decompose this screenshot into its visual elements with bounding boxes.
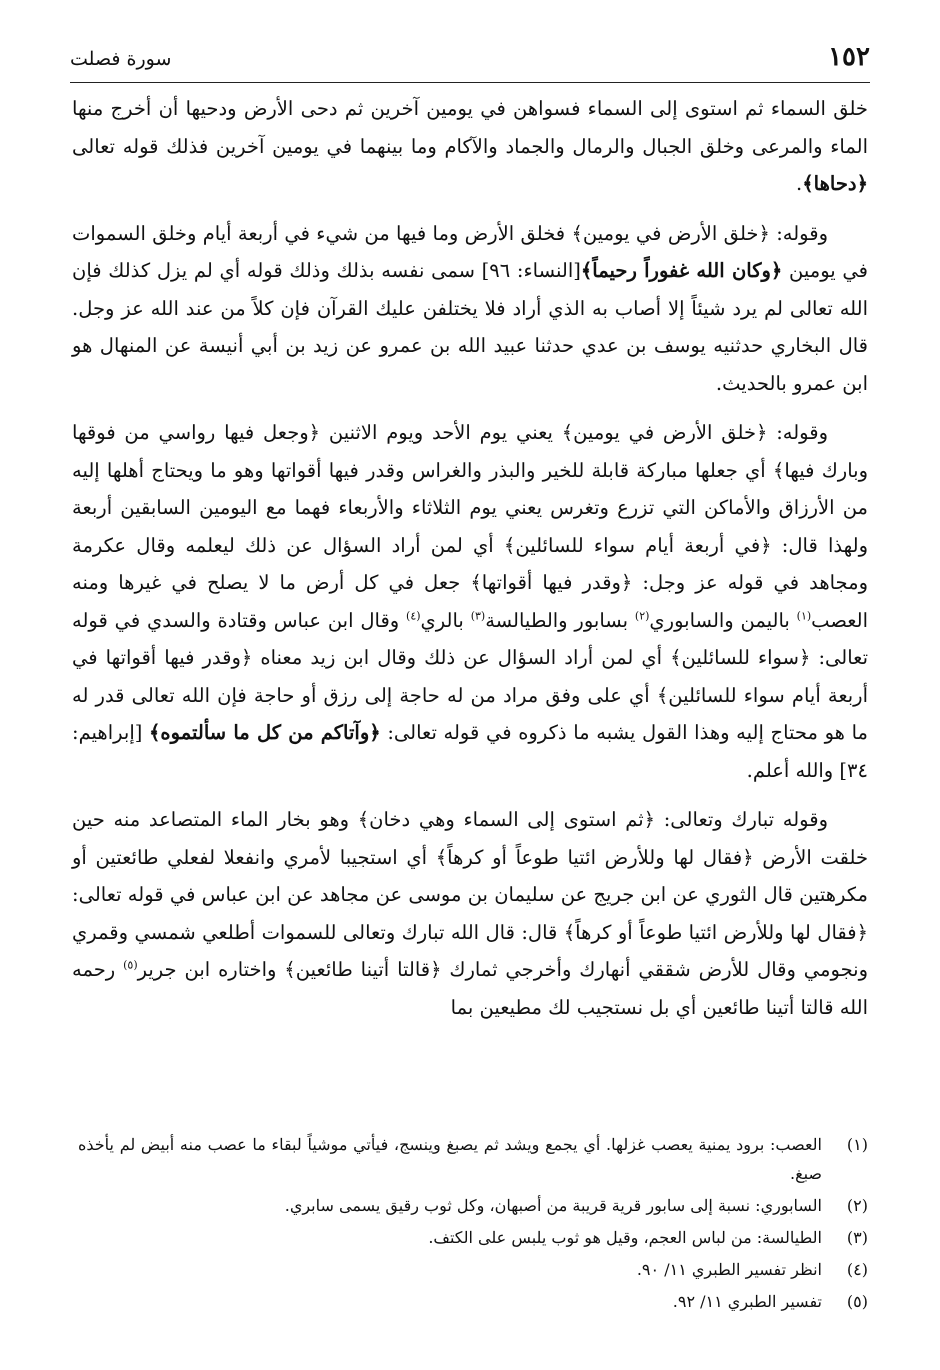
quran-quote: ﴿وكان الله غفوراً رحيماً﴾ <box>580 259 783 282</box>
footnote-reference: (٤) <box>406 609 421 622</box>
text-segment: [إبراهيم: ٣٤] والله أعلم. <box>72 721 868 782</box>
footnote-number: (١) <box>846 1135 868 1154</box>
footnote-reference: (٥) <box>123 958 138 972</box>
surah-title: سورة فصلت <box>70 48 172 70</box>
body-paragraph <box>72 801 868 1026</box>
quran-quote: ﴿دحاها﴾ <box>802 172 868 195</box>
footnote-text: العصب: برود يمنية يعصب غزلها. أي يجمع ويشد ثم يصبغ وينسج، فيأتي موشياً لبقاء ما عصب منه أبيض لم يأخذه صبغ. <box>78 1135 822 1183</box>
text-segment: بسابور والطيالسة <box>485 608 635 632</box>
footnote-reference: (٣) <box>470 609 486 622</box>
footnote <box>78 1255 868 1284</box>
footnote <box>78 1223 868 1252</box>
page-number: ١٥٢ <box>828 42 870 72</box>
footnote-number: (٤) <box>846 1260 868 1279</box>
footnotes <box>78 1130 868 1319</box>
text-segment: وقوله تبارك وتعالى: ﴿ثم استوى إلى السماء وهي دخان﴾ وهو بخار الماء المتصاعد منه حين خلقت الأرض ﴿فقال لها وللأرض ائتيا طوعاً أو كرهاً﴾ أي استجيبا لأمري وانفعلا لفعلي طائعتين أو مكرهتين قال الثوري عن ابن جريج عن سليمان بن موسى عن مجاهد عن ابن عباس في قوله تعالى: ﴿فقال لها وللأرض ائتيا طوعاً أو كرهاً﴾ قال: قال الله تبارك وتعالى للسموات أطلعي شمسي وقمري ونجومي وقال للأرض شققي أنهارك وأخرجي ثمارك ﴿قالتا أتينا طائعين﴾ واختاره ابن جرير <box>72 808 868 981</box>
body-paragraph <box>72 90 868 203</box>
footnote-reference: (٢) <box>634 609 650 622</box>
quran-quote: ﴿وآتاكم من كل ما سألتموه﴾ <box>149 721 381 744</box>
text-segment: [النساء: ٩٦] سمى نفسه بذلك وذلك قوله أي لم يزل كذلك فإن الله تعالى لم يرد شيئاً إلا أصاب به الذي أراد فلا يختلفن عليك القرآن فإن كلاً من عند الله عز وجل. قال البخاري حدثنيه يوسف بن عدي حدثنا عبيد الله بن عمرو عن زيد بن أبي أنيسة عن المنهال هو ابن عمرو بالحديث. <box>72 259 868 395</box>
main-text <box>72 90 868 1038</box>
footnote-number: (٢) <box>846 1196 868 1215</box>
footnote-reference: (١) <box>796 609 812 622</box>
footnote-text: الطيالسة: من لباس العجم، وقيل هو ثوب يلبس على الكتف. <box>428 1228 822 1247</box>
text-segment: رحمه الله قالتا أتينا طائعين أي بل نستجيب لك مطيعين بما <box>72 958 868 1019</box>
text-segment: خلق السماء ثم استوى إلى السماء فسواهن في يومين آخرين ثم دحى الأرض ودحيها أن أخرج منها الماء والمرعى وخلق الجبال والرمال والجماد والآكام وما بينهما في يومين آخرين فذلك قوله تعالى <box>72 97 868 158</box>
body-paragraph <box>72 414 868 789</box>
text-segment: وقوله: ﴿خلق الأرض في يومين﴾ فخلق الأرض وما فيها من شيء في أربعة أيام وخلق السموات في يومين <box>72 221 868 282</box>
footnote <box>78 1130 868 1188</box>
footnote-text: تفسير الطبري ١١/ ٩٢. <box>672 1292 822 1311</box>
text-segment: باليمن والسابوري <box>649 608 797 632</box>
text-segment: وقوله: ﴿خلق الأرض في يومين﴾ يعني يوم الأحد ويوم الاثنين ﴿وجعل فيها رواسي من فوقها وبارك فيها﴾ أي جعلها مباركة قابلة للخير والبذر والغراس وقدر فيها أقواتها وهو ما ويحتاج أهلها إليه من الأرزاق والأماكن التي تزرع وتغرس يعني يوم الثلاثاء والأربعاء فهما مع اليومين السابقين أربعة ولهذا قال: ﴿في أربعة أيام سواء للسائلين﴾ أي لمن أراد السؤال عن ذلك ليعلمه وقال عكرمة ومجاهد في قوله عز وجل: ﴿وقدر فيها أقواتها﴾ جعل في كل أرض ما لا يصلح في غيرها ومنه العصب <box>72 421 868 632</box>
text-segment: بالري <box>420 608 471 632</box>
footnote-number: (٥) <box>846 1292 868 1311</box>
page-header <box>70 40 870 83</box>
footnote-number: (٣) <box>846 1228 868 1247</box>
text-segment: وقال ابن عباس وقتادة والسدي في قوله تعالى: ﴿سواء للسائلين﴾ أي لمن أراد السؤال عن ذلك وقال ابن زيد معناه ﴿وقدر فيها أقواتها في أربعة أيام سواء للسائلين﴾ أي على وفق مراد من له حاجة إلى رزق أو حاجة فإن الله تعالى قدر له ما هو محتاج إليه وهذا القول يشبه ما ذكروه في قوله تعالى: <box>72 608 869 744</box>
body-paragraph <box>72 215 868 403</box>
footnote <box>78 1287 868 1316</box>
footnote <box>78 1191 868 1220</box>
footnote-text: انظر تفسير الطبري ١١/ ٩٠. <box>636 1260 822 1279</box>
footnote-text: السابوري: نسبة إلى سابور قرية قريبة من أصبهان، وكل ثوب رقيق يسمى سابري. <box>284 1196 822 1215</box>
text-segment: . <box>796 172 803 195</box>
